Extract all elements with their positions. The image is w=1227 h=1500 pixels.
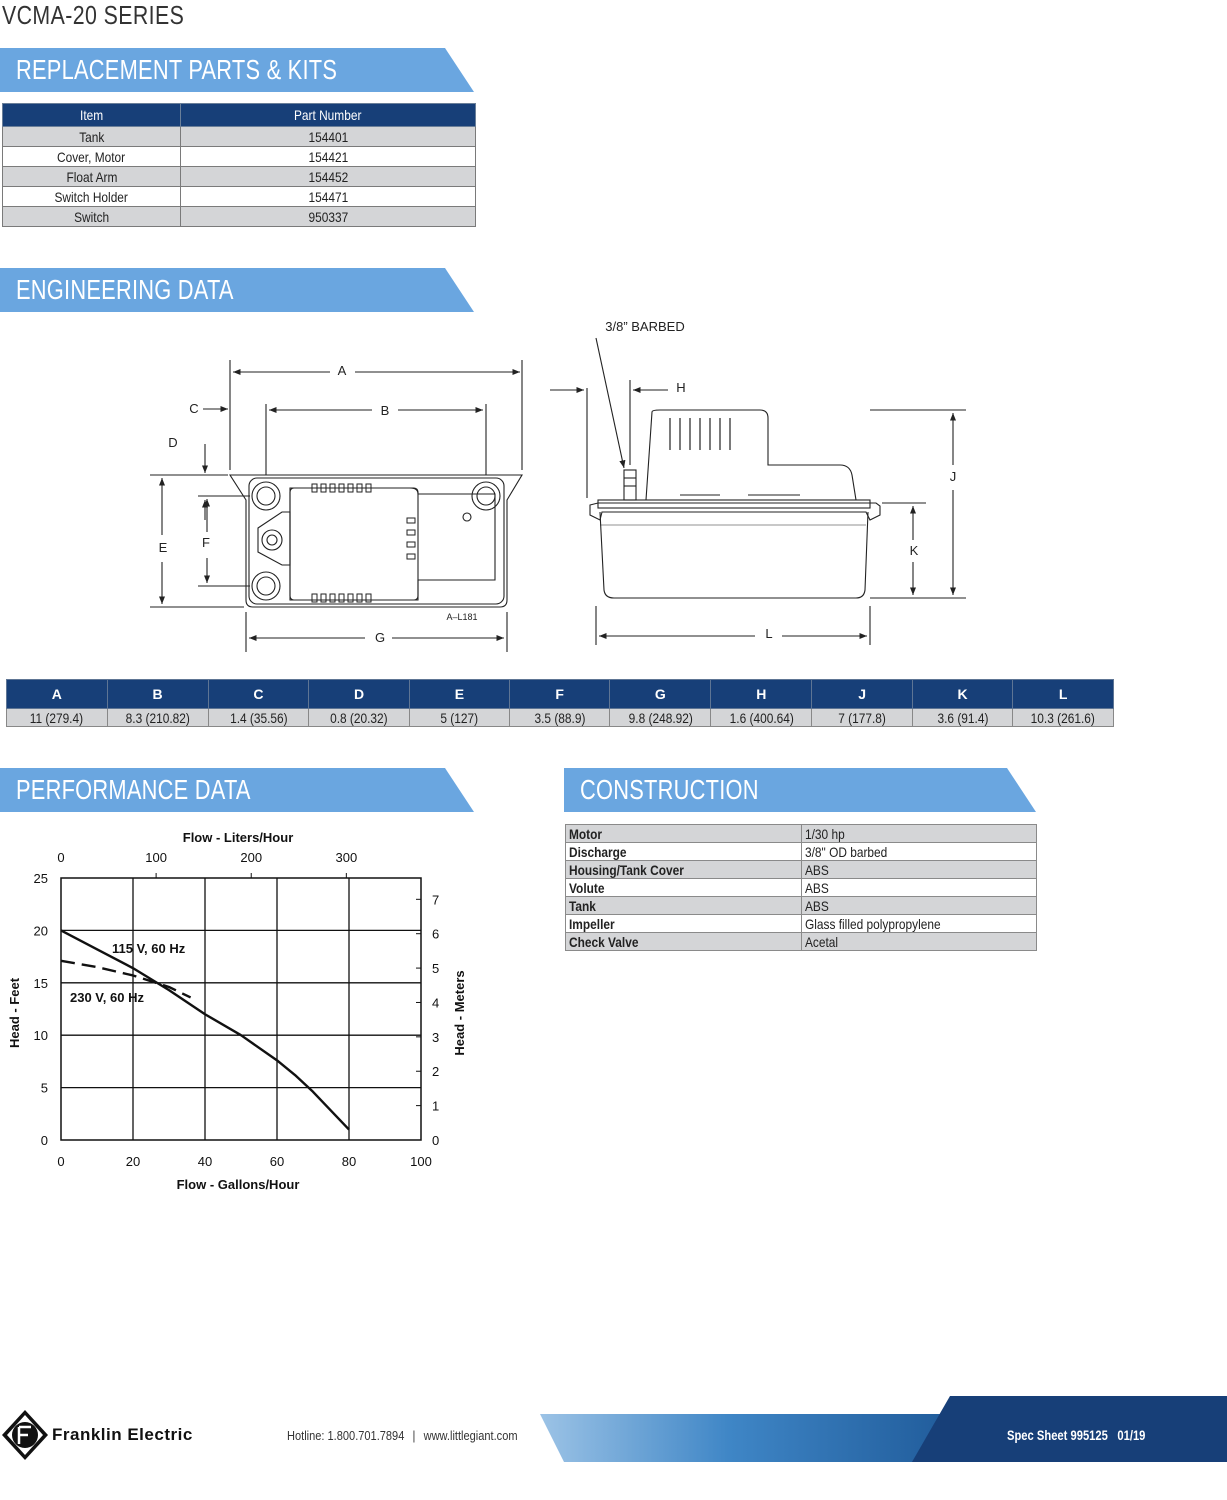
part-number-cell: 154452 [181,167,476,187]
table-row [3,187,476,207]
franklin-electric-logo-icon [0,1408,50,1462]
top-view-dimensions [150,360,522,652]
dimension-cell: 3.5 (88.9) [510,709,610,727]
dimension-cell: 1.4 (35.56) [208,709,309,727]
chart-grid [61,878,421,1140]
table-row [3,207,476,227]
table-row [566,843,1037,861]
part-number-cell: 154471 [181,187,476,207]
dimension-cell: 5 (127) [409,709,509,727]
item-cell: Tank [3,127,181,147]
property-value: ABS [802,879,1037,897]
spec-sheet-number: Spec Sheet 995125 [1007,1427,1108,1443]
hotline-number: Hotline: 1.800.701.7894 [287,1428,405,1443]
column-header-part-number: Part Number [181,104,476,127]
column-header-item: Item [3,104,181,127]
side-view [590,410,880,598]
replacement-parts-table [2,103,476,227]
y-tick-label: 15 [33,975,48,991]
column-header-c: C [208,680,309,709]
y-tick-label: 0 [40,1133,48,1148]
y-tick-label: 25 [33,871,48,886]
side-view-dimensions [550,338,966,645]
spec-sheet-label [1007,1427,1145,1443]
y2-tick-label: 5 [432,961,440,977]
performance-chart [0,820,480,1200]
column-header-h: H [711,680,812,709]
column-header-a: A [7,680,108,709]
top-view [230,475,522,607]
item-cell: Float Arm [3,167,181,187]
dimension-cell: 1.6 (400.64) [711,709,812,727]
table-row [3,147,476,167]
dimension-cell: 0.8 (20.32) [309,709,410,727]
y2-tick-label: 2 [432,1064,440,1080]
dim-label-a: A [337,363,347,378]
dimension-cell: 8.3 (210.82) [107,709,208,727]
series-label-230v: 230 V, 60 Hz [70,990,144,1005]
dimension-cell: 10.3 (261.6) [1013,709,1114,727]
footer-separator: | [412,1428,416,1443]
x-tick-label: 80 [341,1154,357,1169]
replacement-parts-banner [0,48,476,92]
plot-frame [61,878,421,1140]
dim-label-h: H [676,380,686,395]
engineering-data-banner [0,268,476,312]
column-header-f: F [510,680,610,709]
y2-tick-label: 7 [432,892,440,908]
x-tick-label: 60 [269,1154,285,1169]
banner-title: CONSTRUCTION [580,774,759,805]
property-name: Motor [566,825,802,843]
table-row [7,709,1114,727]
part-code-label: A–L181 [446,612,478,622]
table-row [3,167,476,187]
x2-tick-label: 200 [240,850,263,865]
website-link[interactable]: www.littlegiant.com [423,1428,518,1443]
item-cell: Switch Holder [3,187,181,207]
property-name: Tank [566,897,802,915]
table-row [566,825,1037,843]
construction-banner [564,768,1038,812]
part-number-cell: 950337 [181,207,476,227]
property-value: ABS [802,861,1037,879]
x-tick-label: 20 [125,1154,141,1169]
dimension-cell: 11 (279.4) [7,709,108,727]
performance-data-banner [0,768,476,812]
property-value: 3/8" OD barbed [802,843,1037,861]
engineering-drawing [0,312,1000,662]
x2-tick-label: 100 [145,850,167,865]
series-title: VCMA-20 SERIES [2,0,185,30]
series-label-115v: 115 V, 60 Hz [112,941,186,956]
table-header-row [7,680,1114,709]
x2-tick-label: 300 [335,850,358,865]
column-header-b: B [107,680,208,709]
column-header-k: K [912,680,1012,709]
property-name: Volute [566,879,802,897]
y-tick-label: 5 [40,1080,48,1096]
table-row [3,127,476,147]
property-name: Discharge [566,843,802,861]
table-row [566,879,1037,897]
chart-ticks [34,850,440,1169]
dim-label-c: C [189,401,199,416]
item-cell: Switch [3,207,181,227]
x-tick-label: 100 [410,1154,432,1169]
table-row [566,861,1037,879]
hotline-text [287,1428,518,1443]
construction-table [565,824,1037,951]
column-header-d: D [309,680,410,709]
table-row [566,915,1037,933]
dim-label-g: G [374,630,386,645]
barbed-label: 3/8” BARBED [605,319,685,334]
property-value: 1/30 hp [802,825,1037,843]
y2-tick-label: 1 [432,1098,440,1114]
y-tick-label: 20 [33,923,48,939]
table-row [566,933,1037,951]
property-value: Glass filled polypropylene [802,915,1037,933]
table-header-row [3,104,476,127]
column-header-e: E [409,680,509,709]
y2-axis-title: Head - Meters [452,970,467,1056]
dim-label-j: J [949,469,957,484]
x-tick-label: 40 [197,1154,213,1169]
banner-title: REPLACEMENT PARTS & KITS [16,54,338,85]
property-value: ABS [802,897,1037,915]
dim-label-e: E [158,540,168,555]
part-number-cell: 154401 [181,127,476,147]
property-name: Impeller [566,915,802,933]
y-tick-label: 10 [33,1028,48,1044]
dimension-cell: 9.8 (248.92) [610,709,711,727]
y2-tick-label: 6 [432,926,440,942]
x-axis-title: Flow - Gallons/Hour [176,1177,300,1192]
property-name: Check Valve [566,933,802,951]
x2-tick-label: 0 [57,850,65,865]
y-axis-title: Head - Feet [7,977,22,1049]
column-header-l: L [1013,680,1114,709]
spec-sheet-date: 01/19 [1117,1427,1146,1443]
dimensions-table [6,679,1114,727]
dim-label-l: L [765,626,773,641]
property-name: Housing/Tank Cover [566,861,802,879]
item-cell: Cover, Motor [3,147,181,167]
dimension-cell: 7 (177.8) [812,709,913,727]
property-value: Acetal [802,933,1037,951]
banner-title: ENGINEERING DATA [16,274,234,305]
banner-title: PERFORMANCE DATA [16,774,251,805]
column-header-g: G [610,680,711,709]
x2-axis-title: Flow - Liters/Hour [182,830,294,845]
x-tick-label: 0 [57,1154,65,1169]
dim-label-k: K [909,543,919,558]
column-header-j: J [812,680,913,709]
table-row [566,897,1037,915]
part-number-cell: 154421 [181,147,476,167]
dim-label-d: D [168,435,178,450]
y2-tick-label: 0 [432,1133,440,1148]
brand-name: Franklin Electric [52,1425,193,1444]
y2-tick-label: 4 [432,995,440,1011]
dimension-cell: 3.6 (91.4) [912,709,1012,727]
dim-label-f: F [202,535,210,550]
dim-label-b: B [380,403,390,418]
y2-tick-label: 3 [432,1029,440,1045]
